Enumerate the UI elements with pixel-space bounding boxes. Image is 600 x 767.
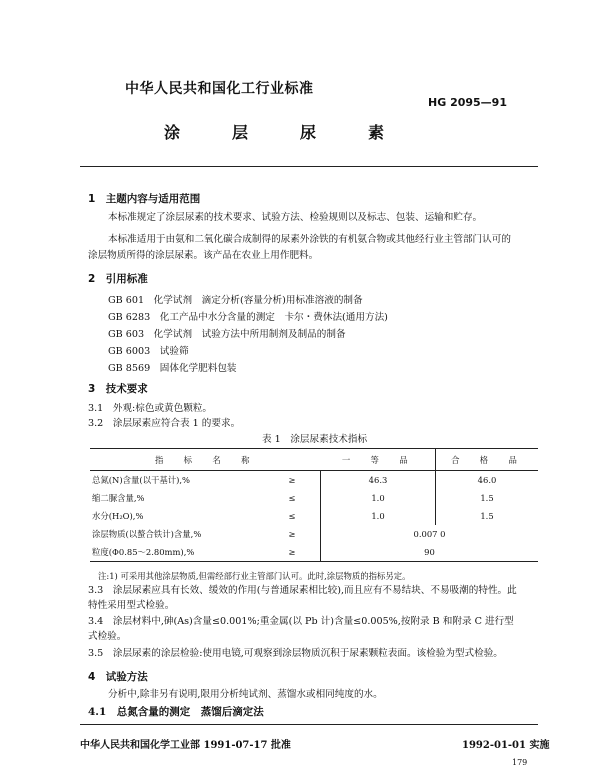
reference-item: GB 6283 化工产品中水分含量的测定 卡尔・费休法(通用方法) <box>108 312 388 323</box>
table-row <box>90 489 538 507</box>
row-name: 涂层物质(以螯合铁计)含量,% <box>92 529 202 539</box>
row-qualified-value: 1.5 <box>480 511 494 521</box>
table-row <box>90 525 538 543</box>
effective-date: 1992-01-01 实施 <box>462 740 550 751</box>
standard-code: HG 2095—91 <box>428 96 507 109</box>
row-first-grade-value: 1.0 <box>321 507 436 525</box>
reference-item: GB 603 化学试剂 试验方法中所用制剂及制品的制备 <box>108 329 346 340</box>
table-header-row <box>90 449 538 471</box>
clause-3-4-cont: 式检验。 <box>88 631 127 642</box>
section-1-para-2: 本标准适用于由氨和二氧化碳合成制得的尿素外涂铁的有机氨合物或其他经行业主管部门认可的 <box>108 234 511 245</box>
section-2-heading: 2 引用标准 <box>88 273 148 285</box>
table-note: 注:1) 可采用其他涂层物质,但需经部行业主管部门认可。此时,涂层物质的指标另定。 <box>98 571 411 581</box>
section-1-heading: 1 主题内容与适用范围 <box>88 193 201 205</box>
approval-line: 中华人民共和国化学工业部 1991-07-17 批准 <box>80 740 291 751</box>
row-qualified-value: 46.0 <box>477 475 497 485</box>
clause-3-4: 3.4 涂层材料中,砷(As)含量≤0.001%;重金属(以 Pb 计)含量≤0.005%,按附录 B 和附录 C 进行型 <box>88 616 514 627</box>
section-4-para: 分析中,除非另有说明,限用分析纯试剂、蒸馏水或相同纯度的水。 <box>108 689 383 700</box>
clause-3-2: 3.2 涂层尿素应符合表 1 的要求。 <box>88 418 241 429</box>
table-row <box>90 471 538 490</box>
row-name: 水分(H₂O),% <box>92 511 144 521</box>
spec-table <box>90 448 538 562</box>
row-symbol: ≥ <box>264 471 321 490</box>
row-merged-value: 0.007 0 <box>413 529 446 539</box>
row-name: 缩二脲含量,% <box>92 493 145 503</box>
row-symbol: ≤ <box>264 507 321 525</box>
section-1-para-1: 本标准规定了涂层尿素的技术要求、试验方法、检验规则以及标志、包装、运输和贮存。 <box>108 212 483 223</box>
clause-4-1: 4.1 总氮含量的测定 蒸馏后滴定法 <box>88 706 264 718</box>
section-1-para-2-cont: 涂层物质所得的涂层尿素。该产品在农业上用作肥料。 <box>88 250 319 261</box>
clause-3-1: 3.1 外观:棕色或黄色颗粒。 <box>88 403 213 414</box>
section-3-heading: 3 技术要求 <box>88 383 148 395</box>
page-number: 179 <box>512 758 528 767</box>
row-symbol: ≤ <box>264 489 321 507</box>
clause-3-5: 3.5 涂层尿素的涂层检验:使用电镜,可观察到涂层物质沉积于尿素颗粒表面。该检验为型式检验。 <box>88 648 503 659</box>
table-row <box>90 543 538 562</box>
reference-item: GB 6003 试验筛 <box>108 346 189 357</box>
table-row <box>90 507 538 525</box>
title-char: 层 <box>231 123 248 142</box>
title-char: 素 <box>367 123 384 142</box>
reference-item: GB 601 化学试剂 滴定分析(容量分析)用标准溶液的制备 <box>108 295 363 306</box>
row-merged-value: 90 <box>321 543 539 562</box>
header-divider <box>80 166 538 167</box>
title-char: 尿 <box>299 123 316 142</box>
section-4-heading: 4 试验方法 <box>88 671 148 683</box>
document-title <box>164 120 384 143</box>
row-symbol: ≥ <box>264 543 321 562</box>
clause-3-3-cont: 特性采用型式检验。 <box>88 600 175 611</box>
table-caption: 表 1 涂层尿素技术指标 <box>262 434 368 445</box>
standard-org-title: 中华人民共和国化工行业标准 <box>125 81 314 97</box>
row-first-grade-value: 46.3 <box>321 471 436 490</box>
title-char: 涂 <box>164 123 181 142</box>
row-symbol: ≥ <box>264 525 321 543</box>
header-first-grade: 一 等 品 <box>321 449 436 471</box>
row-name: 总氮(N)含量(以干基计),% <box>92 475 191 485</box>
row-qualified-value: 1.5 <box>480 493 494 503</box>
reference-item: GB 8569 固体化学肥料包装 <box>108 363 237 374</box>
header-indicator-name: 指 标 名 称 <box>90 449 321 471</box>
header-qualified-grade: 合 格 品 <box>436 449 539 471</box>
row-first-grade-value: 1.0 <box>321 489 436 507</box>
clause-3-3: 3.3 涂层尿素应具有长效、缓效的作用(与普通尿素相比较),而且应有不易结块、不易吸潮的特性。此 <box>88 585 517 596</box>
row-name: 粒度(Φ0.85～2.80mm),% <box>90 543 264 562</box>
footer-divider <box>80 724 538 725</box>
